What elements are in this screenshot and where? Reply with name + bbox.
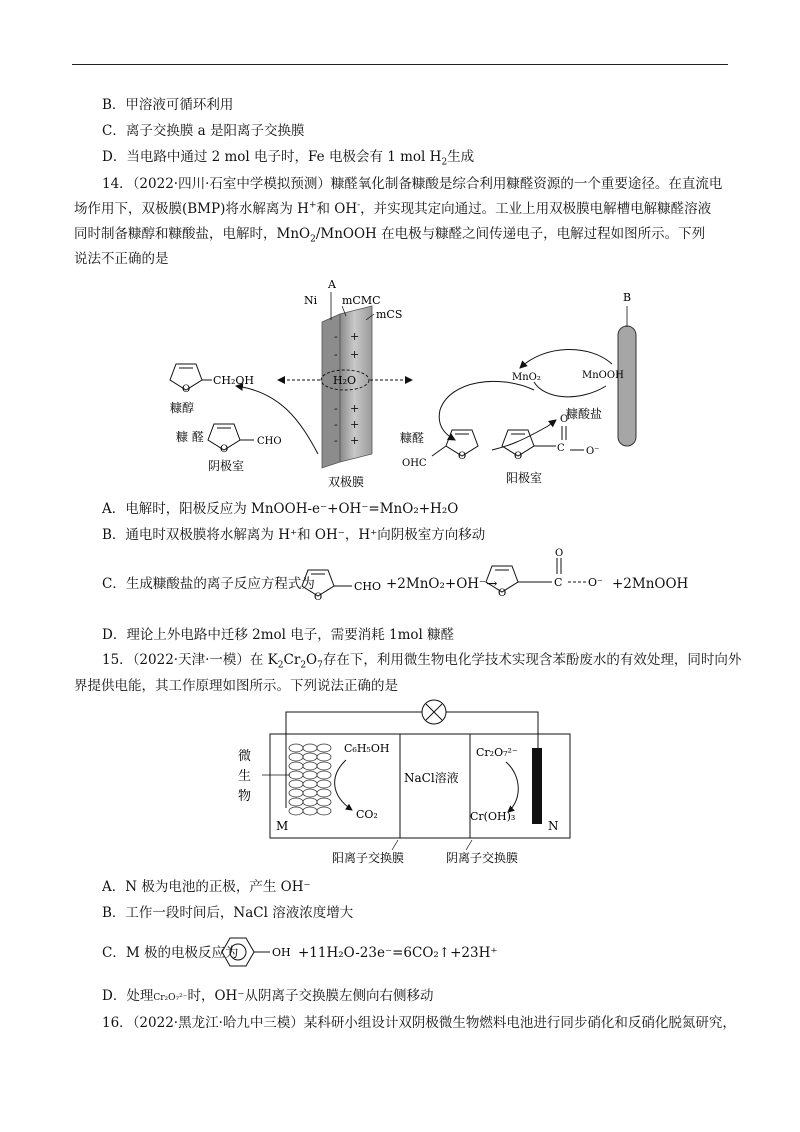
label-mcmc: mCMC: [342, 294, 381, 307]
q13-option-c: C．离子交换膜 a 是阳离子交换膜: [102, 123, 305, 139]
question-source: （2022·四川·石室中学模拟预测）: [132, 176, 331, 192]
svg-text:+: +: [350, 348, 360, 361]
q15-option-b: B．工作一段时间后，NaCl 溶液浓度增大: [102, 905, 354, 921]
q13-option-b: B．甲溶液可循环利用: [102, 97, 234, 113]
label-b: B: [623, 291, 632, 304]
label-carboxylate-o: O⁻: [586, 446, 600, 457]
label-n: N: [548, 819, 559, 833]
svg-text:O: O: [314, 592, 323, 603]
q14-stem-line3: 同时制备糠醇和糠酸盐，电解时，MnO$_2$/MnOOH 在电极与糠醛之间传递电子，电解过程如图所示。下列: [74, 226, 706, 245]
label-mnooh: MnOOH: [582, 370, 624, 381]
svg-text:O: O: [182, 384, 191, 395]
q14-option-c-products: +2MnOOH: [612, 576, 689, 592]
label-cho-left: CHO: [257, 436, 282, 447]
label-furfuryl-alcohol: 糠醇: [170, 401, 195, 415]
label-microbe-2: 生: [238, 769, 252, 784]
label-microbe-1: 微: [238, 749, 252, 764]
question-number: 14．: [102, 176, 133, 192]
label-bipolar-membrane: 双极膜: [328, 475, 365, 489]
question-source: （2022·黑龙江·哈九中三模）: [132, 1015, 304, 1031]
svg-text:O⁻: O⁻: [588, 576, 603, 589]
svg-text:CHO: CHO: [354, 580, 382, 593]
q14-electrolysis-diagram: [0, 272, 800, 494]
label-carbonyl-o: O: [560, 414, 569, 425]
svg-text:O: O: [458, 451, 467, 462]
q14-option-c-reactants: +2MnO₂+OH⁻→: [386, 576, 498, 592]
q14-option-a: A．电解时，阳极反应为 MnOOH-e⁻+OH⁻=MnO₂+H₂O: [102, 501, 459, 517]
q14-option-b: B．通电时双极膜将水解离为 H⁺和 OH⁻，H⁺向阴极室方向移动: [102, 527, 486, 543]
label-cathode-room: 阴极室: [208, 459, 245, 473]
question-source: （2022·天津·一模）: [132, 652, 250, 668]
q14-stem-line4: 说法不正确的是: [74, 251, 169, 267]
svg-text:OH: OH: [272, 946, 291, 959]
svg-text:-: -: [334, 402, 338, 415]
label-mno2: MnO₂: [512, 372, 541, 383]
q15-option-c-phenol-structure: [210, 930, 300, 974]
q14-option-c-furfural-structure: [294, 556, 394, 612]
label-croh3: Cr(OH)₃: [470, 810, 516, 823]
svg-text:C: C: [554, 576, 563, 589]
label-cr2o7: Cr₂O₇²⁻: [476, 746, 518, 759]
header-rule: [72, 64, 728, 65]
svg-text:+: +: [350, 434, 360, 447]
svg-text:O: O: [555, 548, 564, 559]
q14-option-d: D．理论上外电路中迁移 2mol 电子，需要消耗 1mol 糠醛: [102, 627, 455, 643]
label-mcs: mCS: [376, 308, 403, 321]
q14-stem-line2: 场作用下，双极膜(BMP)将水解离为 H+和 OH-，并实现其定向通过。工业上用双极膜电解槽电解糠醛溶液: [74, 200, 712, 217]
q14-option-c-label: C．生成糠酸盐的离子反应方程式为: [102, 576, 315, 592]
q15-option-c-equation: +11H₂O-23e⁻=6CO₂↑+23H⁺: [298, 945, 498, 961]
question-number: 15．: [102, 652, 133, 668]
q15-stem-line2: 界提供电能，其工作原理如图所示。下列说法正确的是: [74, 678, 398, 694]
label-cation-membrane: 阳离子交换膜: [332, 851, 405, 865]
label-anion-membrane: 阴离子交换膜: [446, 851, 519, 865]
label-ch2oh: CH₂OH: [213, 374, 255, 387]
label-c6h5oh: C₆H₅OH: [344, 742, 390, 755]
label-anode-room: 阳极室: [506, 471, 543, 485]
label-furfural-left: 糠 醛: [176, 430, 204, 444]
svg-text:+: +: [350, 402, 360, 415]
svg-text:-: -: [334, 348, 338, 361]
svg-text:-: -: [334, 330, 338, 343]
question-number: 16．: [102, 1015, 133, 1031]
q13-option-d: D．当电路中通过 2 mol 电子时，Fe 电极会有 1 mol $H_2$生成: [102, 149, 475, 168]
q15-stem-line1: 15．（2022·天津·一模）在 $K_2Cr_2O_7$存在下，利用微生物电化学技术实现含苯酚废水的有效处理，同时向外: [102, 652, 742, 671]
label-a: A: [328, 278, 336, 291]
label-microbe-3: 物: [238, 789, 252, 804]
label-furfural-right: 糠醛: [400, 431, 425, 445]
svg-text:-: -: [334, 434, 338, 447]
svg-text:-: -: [334, 418, 338, 431]
label-nacl: NaCl溶液: [404, 771, 459, 785]
svg-text:+: +: [350, 418, 360, 431]
svg-text:O: O: [498, 588, 507, 599]
svg-text:O: O: [514, 451, 523, 462]
label-ni: Ni: [304, 294, 318, 307]
label-h2o: H₂O: [333, 374, 357, 387]
q15-fuel-cell-diagram: [0, 696, 800, 870]
svg-text:O: O: [220, 444, 229, 455]
label-co2: CO₂: [356, 808, 378, 821]
q15-option-a: A．N 极为电池的正极，产生 OH⁻: [102, 879, 311, 895]
q14-stem-line1: 14．（2022·四川·石室中学模拟预测）糠醛氧化制备糠酸是综合利用糠醛资源的一个重要途径。在直流电: [102, 176, 723, 192]
svg-text:C: C: [557, 443, 565, 454]
q14-option-c-furoate-structure: [476, 548, 616, 610]
q15-option-d: D．处理Cr₂O₇²⁻时，OH⁻从阴离子交换膜左侧向右侧移动: [102, 988, 434, 1004]
q16-stem-line1: 16．（2022·黑龙江·哈九中三模）某科研小组设计双阴极微生物燃料电池进行同步硝化和反硝化脱氮研究，: [102, 1015, 736, 1031]
label-ohc: OHC: [402, 458, 427, 469]
label-furoate: 糠酸盐: [566, 407, 603, 421]
label-m: M: [276, 819, 289, 833]
q15-option-c-label: C．M 极的电极反应为: [102, 945, 239, 961]
svg-text:+: +: [350, 330, 360, 343]
